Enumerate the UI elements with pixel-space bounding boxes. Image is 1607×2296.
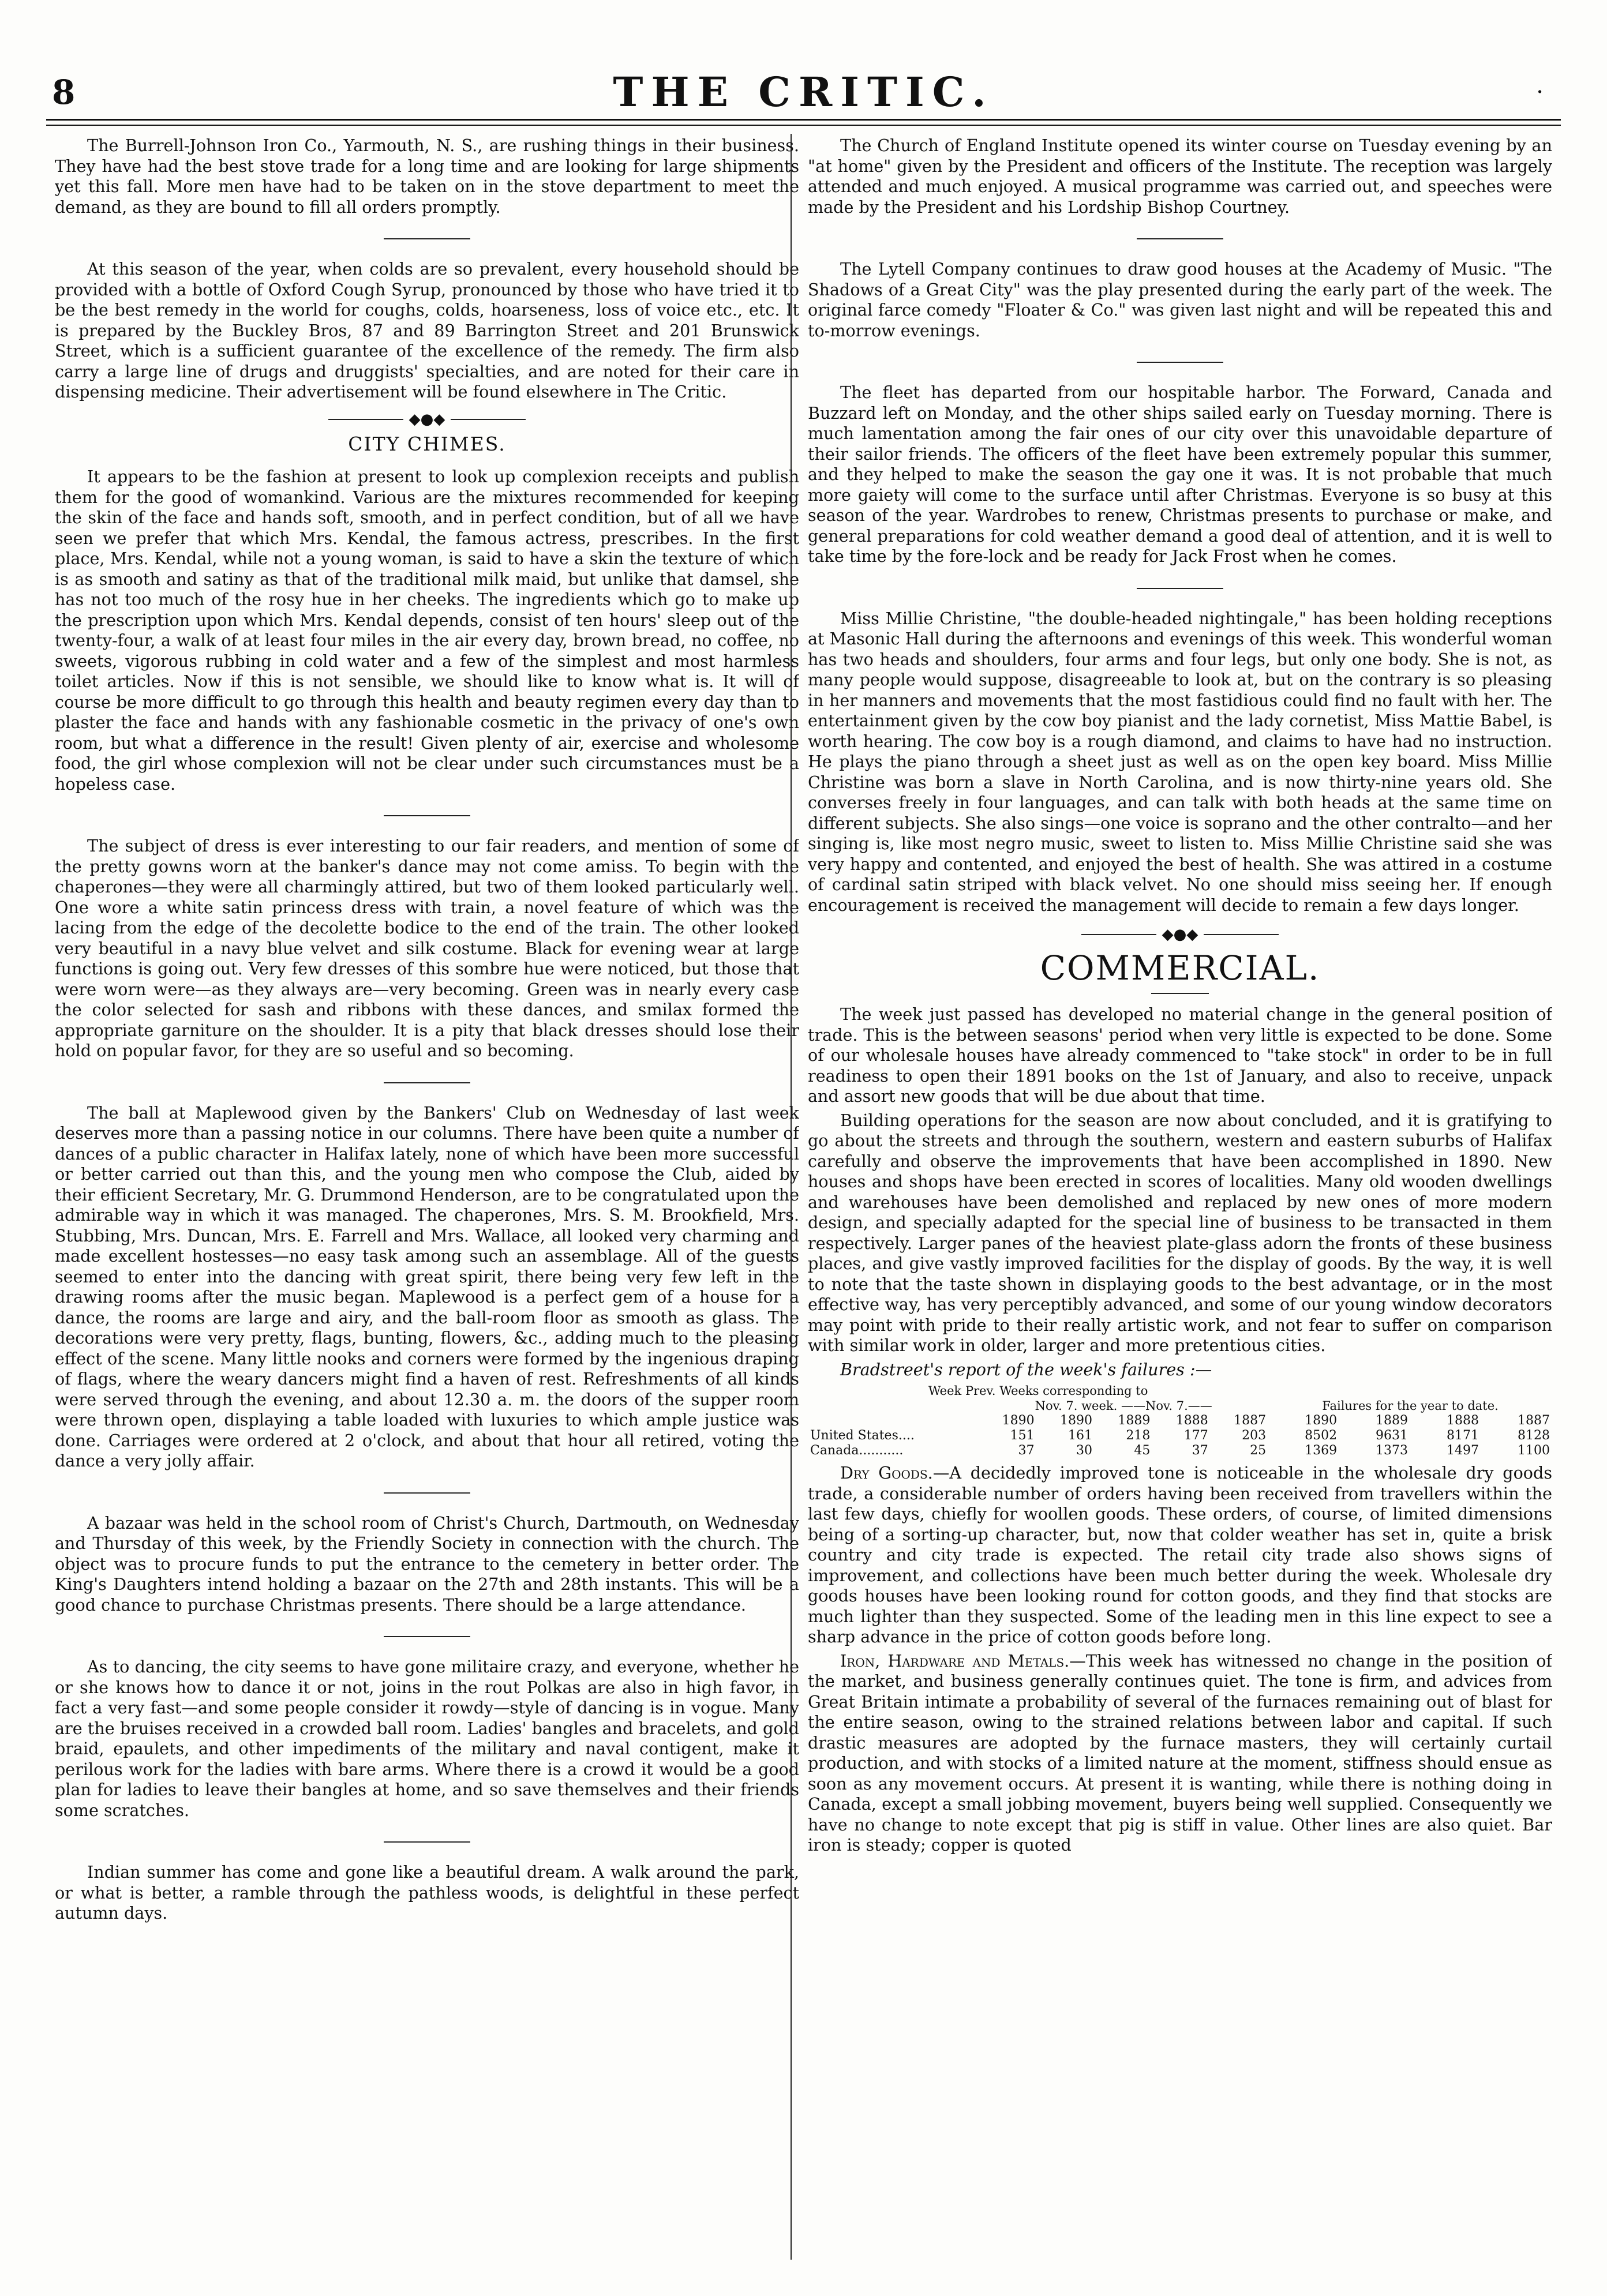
- separator: [384, 1082, 470, 1083]
- separator: [384, 1841, 470, 1843]
- commercial-dry-goods: [808, 1463, 1552, 1648]
- table-year: 1889: [1118, 1413, 1151, 1428]
- separator: [384, 1636, 470, 1637]
- article-church-institute: The Church of England Institute opened its winter course on Tuesday evening by an "at home" given by the President and officers of the Institute. The reception was largely attended and much enjoyed. A musical programme was carried out, and speeches were made by the President and his Lordship Bishop Courtney.: [808, 136, 1552, 217]
- table-cell: 177: [1183, 1428, 1208, 1443]
- table-year: 1887: [1518, 1413, 1550, 1428]
- paragraph-body: —A decidedly improved tone is noticeable in the wholesale dry goods trade, a considerable number of orders having been received from travellers within the last few days, chiefly for woollen goods. These orders, of course, of limited dimensions being of a sorting-up character, but, now that colder weather has set in, quite a brisk country and city trade is expected. The retail city trade also shows signs of improvement, and collections have been much better during the week. Wholesale dry goods houses have been looking round for cotton goods, and they find that stocks are much lighter than they suspected. Some of the leading men in this line expect to see a sharp advance in the price of cotton goods before long.: [808, 1463, 1552, 1646]
- article-millie-christine: Miss Millie Christine, "the double-headed nightingale," has been holding receptions at Masonic Hall during the afternoons and evenings of this week. This wonderful woman has two heads and shoulders, four arms and four legs, but only one body. She is not, as many people would suppose, disagreeable to look at, but on the contrary is so pleasing in her manners and movements that the most fastidious could find no fault with her. The entertainment given by the cow boy pianist and the lady cornetist, Miss Mattie Babel, is worth hearing. The cow boy is a rough diamond, and claims to have had no instruction. He plays the piano through a sheet just as well as on the open key board. Miss Millie Christine was born a slave in North Carolina, and is now thirty-nine years old. She converses freely in four languages, and can talk with both heads at the same time on different subjects. She also sings—one voice is soprano and the other contralto—and her singing is, like most negro music, sweet to listen to. Miss Millie Christine said she was very happy and contented, and enjoyed the best of health. She was attired in a costume of cardinal satin striped with black velvet. No one should miss seeing her. If enough encouragement is received the management will decide to remain a few days longer.: [808, 608, 1552, 915]
- table-year: 1890: [1305, 1413, 1338, 1428]
- separator: [1137, 238, 1223, 239]
- table-year: 1890: [1060, 1413, 1092, 1428]
- table-cell: 8171: [1446, 1428, 1479, 1443]
- table-row: [808, 1428, 1552, 1443]
- table-cell: 1369: [1305, 1443, 1338, 1458]
- ornament-divider: ◆●◆: [808, 926, 1552, 943]
- table-cell: 25: [1250, 1443, 1267, 1458]
- ornament-divider: ◆●◆: [55, 411, 799, 428]
- table-row-label: United States....: [810, 1428, 915, 1443]
- commercial-building: Building operations for the season are now about concluded, and it is gratifying to go about the streets and through the southern, western and eastern suburbs of Halifax carefully and observe the improvements that have been accomplished in 1890. New houses and shops have been erected in scores of localities. Many old wooden dwellings and warehouses have been demolished and replaced by new ones of more modern design, and specially adapted for the special line of business to be transacted in them respectively. Larger panes of the heaviest plate-glass adorn the fronts of these business places, and give vastly improved facilities for the display of goods. By the way, it is well to note that the taste shown in displaying goods to the best advantage, or in the most effective way, has very perceptibly advanced, and some of our young window decorators may point with pride to their really artistic work, and not fear to suffer on comparison with similar work in older, larger and more pretentious cities.: [808, 1110, 1552, 1355]
- paragraph-lead: Iron, Hardware and Metals.: [840, 1650, 1070, 1671]
- table-cell: 37: [1192, 1443, 1208, 1458]
- separator: [384, 1492, 470, 1494]
- table-cell: 30: [1076, 1443, 1092, 1458]
- newspaper-title: THE CRITIC.: [613, 68, 994, 116]
- section-heading-city-chimes: CITY CHIMES.: [348, 432, 506, 455]
- article-cough-syrup: At this season of the year, when colds are so prevalent, every household should be provided with a bottle of Oxford Cough Syrup, pronounced by those who have tried it to be the best remedy in the world for coughs, colds, hoarseness, loss of voice etc., etc. It is prepared by the Buckley Bros, 87 and 89 Barrington Street and 201 Brunswick Street, which is a sufficient guarantee of the excellence of the remedy. The firm also carry a large line of drugs and druggists' specialties, and are noted for their care in dispensing medicine. Their advertisement will be found elsewhere in The Critic.: [55, 259, 799, 402]
- failures-table: [808, 1383, 1552, 1458]
- corner-mark: ·: [1536, 79, 1544, 106]
- table-cell: 37: [1018, 1443, 1035, 1458]
- masthead-rule-top: [46, 119, 1561, 121]
- table-group-header: Nov. 7. week. ——Nov. 7.——: [1035, 1399, 1212, 1413]
- table-year: 1889: [1376, 1413, 1409, 1428]
- table-cell: 151: [1010, 1428, 1035, 1443]
- page-number: 8: [52, 73, 76, 112]
- table-cell: 45: [1134, 1443, 1151, 1458]
- table-group-header: Failures for the year to date.: [1322, 1399, 1499, 1413]
- right-column: [808, 136, 1552, 2270]
- paragraph-body: —This week has witnessed no change in the position of the market, and business generally continues quiet. The tone is firm, and advices from Great Britain intimate a probability of several of the furnaces remaining out of blast for the entire season, owing to the strained relations between labor and capital. If such drastic measures are adopted by the furnace masters, they will certainly curtail production, and with stocks of a limited nature at the moment, stiffness should ensue as soon as any movement occurs. At present it is wanting, while there is nothing doing in Canada, except a small jobbing movement, buyers being well supplied. Consequently we have no change to note except that pig is stiff in value. Other lines are also quiet. Bar iron is steady; copper is quoted: [808, 1650, 1552, 1855]
- table-group-header: Week Prev. Weeks corresponding to: [928, 1384, 1148, 1398]
- table-row: [808, 1443, 1552, 1458]
- paragraph-lead: Dry Goods.: [840, 1463, 933, 1483]
- masthead: [46, 69, 1561, 115]
- article-dress: The subject of dress is ever interesting to our fair readers, and mention of some of the pretty gowns worn at the banker's dance may not come amiss. To begin with the chaperones—they were all charmingly attired, but two of them looked particularly well. One wore a white satin princess dress with train, a novel feature of which was the lacing from the edge of the decolette bodice to the end of the train. The other looked very beautiful in a navy blue velvet and silk costume. Black for evening wear at large functions is going out. Very few dresses of this sombre hue were noticed, but those that were worn were—as they always are—very becoming. Green was in nearly every case the color selected for sash and ribbons with these dances, and smilax formed the appropriate garniture on the shoulder. It is a pity that black dresses should lose their hold on popular favor, for they are so useful and so becoming.: [55, 836, 799, 1060]
- table-year: 1887: [1234, 1413, 1267, 1428]
- separator: [384, 815, 470, 816]
- commercial-iron-hardware: [808, 1651, 1552, 1856]
- table-year: 1888: [1446, 1413, 1479, 1428]
- table-cell: 1497: [1446, 1443, 1479, 1458]
- table-cell: 8128: [1518, 1428, 1550, 1443]
- article-burrell-johnson: The Burrell-Johnson Iron Co., Yarmouth, N. S., are rushing things in their business. They have had the best stove trade for a long time and are looking for large shipments yet this fall. More men have had to be taken on in the stove department to meet the demand, as they are bound to fill all orders promptly.: [55, 136, 799, 217]
- left-column: [55, 136, 799, 2270]
- table-cell: 8502: [1305, 1428, 1338, 1443]
- table-row-label: Canada...........: [810, 1443, 904, 1458]
- separator: [1137, 588, 1223, 589]
- masthead-rule-bottom: [46, 125, 1561, 126]
- article-complexion: It appears to be the fashion at present to look up complexion receipts and publish them for the good of womankind. Various are the mixtures recommended for keeping the skin of the face and hands soft, smooth, and in perfect condition, but of all we have seen we prefer that which Mrs. Kendal, the famous actress, prescribes. In the first place, Mrs. Kendal, while not a young woman, is said to have a skin the texture of which is as smooth and satiny as that of the traditional milk maid, but unlike that damsel, she has not too much of the rosy hue in her cheeks. The ingredients which go to make up the prescription upon which Mrs. Kendal depends, consist of ten hours' sleep out of the twenty-four, a walk of at least four miles in the air every day, brown bread, no coffee, no sweets, vigorous rubbing in cold water and a few of the simplest and most harmless toilet articles. Now if this is not sensible, we should like to know what is. It will of course be more difficult to go through this health and beauty regimen every day than to plaster the face and hands with any fashionable cosmetic in the privacy of one's own room, but what a difference in the result! Given plenty of air, exercise and wholesome food, the girl whose complexion will not be clear under such circumstances must be a hopeless case.: [55, 467, 799, 794]
- table-year: 1888: [1175, 1413, 1208, 1428]
- table-cell: 1373: [1376, 1443, 1409, 1458]
- heading-rule: [1151, 993, 1209, 994]
- table-cell: 218: [1126, 1428, 1151, 1443]
- commercial-bradstreet-intro: Bradstreet's report of the week's failures :—: [840, 1359, 1212, 1379]
- table-cell: 9631: [1376, 1428, 1409, 1443]
- article-lytell-company: The Lytell Company continues to draw good houses at the Academy of Music. "The Shadows of a Great City" was the play presented during the early part of the week. The original farce comedy "Floater & Co." was given last night and will be repeated this and to-morrow evenings.: [808, 259, 1552, 340]
- table-year: 1890: [1002, 1413, 1035, 1428]
- article-maplewood-ball: The ball at Maplewood given by the Bankers' Club on Wednesday of last week deserves more than a passing notice in our columns. There have been quite a number of dances of a public character in Halifax lately, none of which have been more successful or better carried out than this, and the young men who compose the Club, aided by their efficient Secretary, Mr. G. Drummond Henderson, are to be congratulated upon the admirable way in which it was managed. The chaperones, Mrs. S. M. Brookfield, Mrs. Stubbing, Mrs. Duncan, Mrs. E. Farrell and Mrs. Wallace, all looked very charming and made excellent hostesses—no easy task among such an assemblage. All of the guests seemed to enter into the dancing with great spirit, there being very few left in the drawing rooms after the music began. Maplewood is a perfect gem of a house for a dance, the rooms are large and airy, and the ball-room floor as smooth as glass. The decorations were very pretty, flags, bunting, flowers, &c., adding much to the pleasing effect of the scene. Many little nooks and corners were formed by the ingenious draping of flags, where the weary dancers might find a haven of rest. Refreshments of all kinds were served through the evening, and about 12.30 a. m. the doors of the supper room were thrown open, displaying a table loaded with luxuries to which ample justice was done. Carriages were ordered at 2 o'clock, and about that hour all retired, voting the dance a very jolly affair.: [55, 1102, 799, 1470]
- section-heading-commercial: COMMERCIAL.: [1040, 948, 1320, 988]
- article-dancing: As to dancing, the city seems to have gone militaire crazy, and everyone, whether he or she knows how to dance it or not, joins in the rout Polkas are also in high favor, in fact a very fast—and some people consider it rowdy—style of dancing is in vogue. Many are the bruises received in a crowded ball room. Ladies' bangles and bracelets, and gold braid, epaulets, and other impediments of the military and naval contigent, make it perilous work for the ladies with bare arms. Where there is a crowd it would be a good plan for ladies to leave their bangles at home, and so save themselves and their friends some scratches.: [55, 1657, 799, 1820]
- article-indian-summer: Indian summer has come and gone like a beautiful dream. A walk around the park, or what is better, a ramble through the pathless woods, is delightful in these perfect autumn days.: [55, 1862, 799, 1923]
- table-year-row: [808, 1413, 1552, 1428]
- commercial-trade-position: The week just passed has developed no material change in the general position of trade. This is the between seasons' period when very little is expected to be done. Some of our wholesale houses have already commenced to "take stock" in order to be in full readiness to open their 1891 books on the 1st of January, and also to receive, unpack and assort new goods that will be due about that time.: [808, 1004, 1552, 1106]
- table-cell: 1100: [1518, 1443, 1550, 1458]
- article-bazaar: A bazaar was held in the school room of Christ's Church, Dartmouth, on Wednesday and Thursday of this week, by the Friendly Society in connection with the church. The object was to procure funds to put the entrance to the cemetery in better order. The King's Daughters intend holding a bazaar on the 27th and 28th instants. This will be a good chance to purchase Christmas presents. There should be a large attendance.: [55, 1513, 799, 1615]
- separator: [384, 238, 470, 239]
- table-cell: 203: [1242, 1428, 1267, 1443]
- article-fleet: The fleet has departed from our hospitable harbor. The Forward, Canada and Buzzard left on Monday, and the other ships sailed early on Tuesday morning. There is much lamentation among the fair ones of our city over this unavoidable departure of their sailor friends. The officers of the fleet have been extremely popular this summer, and they helped to make the season the gay one it was. It is not probable that much more gaiety will come to the surface until after Christmas. Everyone is so busy at this season of the year. Wardrobes to renew, Christmas presents to purchase or make, and general preparations for cold weather demand a good deal of attention, and it is well to take time by the fore-lock and be ready for Jack Frost when he comes.: [808, 382, 1552, 566]
- separator: [1137, 362, 1223, 363]
- table-cell: 161: [1068, 1428, 1092, 1443]
